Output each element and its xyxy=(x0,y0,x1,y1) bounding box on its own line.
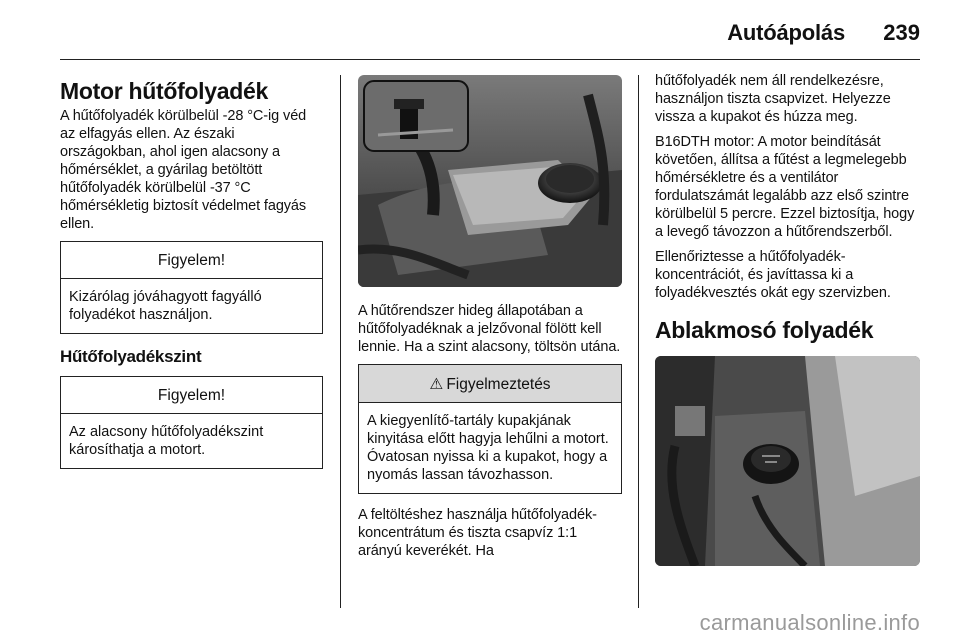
coolant-fill-text: A feltöltéshez használja hűtőfolyadék-koncentrátum és tiszta csapvíz 1:1 arányú keverékét. Ha xyxy=(358,507,597,559)
notice-text: Az alacsony hűtőfolyadékszint károsíthatja a motort. xyxy=(69,424,264,458)
warning-box xyxy=(358,364,622,494)
heading-washer-fluid: Ablakmosó folyadék xyxy=(655,317,874,343)
notice-text: Kizárólag jóváhagyott fagyálló folyadékot használjon. xyxy=(69,289,262,323)
coolant-check-text: Ellenőriztesse a hűtőfolyadék-koncentrációt, és javíttassa ki a folyadékvesztés okát egy szervizben. xyxy=(655,249,891,301)
coolant-reservoir-photo xyxy=(358,75,622,287)
warning-title-text: Figyelmeztetés xyxy=(446,376,551,393)
heading-coolant-level: Hűtőfolyadékszint xyxy=(60,347,202,366)
column-divider xyxy=(638,75,639,608)
notice-box xyxy=(60,241,323,334)
watermark: carmanualsonline.info xyxy=(699,610,920,635)
notice-title: Figyelem! xyxy=(61,377,322,414)
coolant-fill-continued: hűtőfolyadék nem áll rendelkezésre, használjon tiszta csapvizet. Helyezze vissza a kupakot és húzza meg. xyxy=(655,73,891,125)
warning-triangle-icon: ⚠ xyxy=(429,376,444,393)
warning-title xyxy=(359,365,621,403)
notice-box xyxy=(60,376,323,469)
coolant-level-caption: A hűtőrendszer hideg állapotában a hűtőfolyadéknak a jelzővonal fölött kell lennie. Ha a szint alacsony, töltsön utána. xyxy=(358,303,621,355)
page-number: 239 xyxy=(883,20,920,45)
heading-engine-coolant: Motor hűtőfolyadék xyxy=(60,78,268,104)
washer-fluid-photo xyxy=(655,356,920,566)
notice-title: Figyelem! xyxy=(61,242,322,279)
engine-bay-illustration xyxy=(358,75,622,287)
section-title: Autóápolás xyxy=(727,20,845,45)
column-2 xyxy=(358,72,622,567)
page-header xyxy=(0,0,960,60)
warning-text: A kiegyenlítő-tartály kupakjának kinyitása előtt hagyja lehűlni a motort. Óvatosan nyissa ki a kupakot, hogy a nyomás lassan távozhasson. xyxy=(367,413,609,483)
header-rule xyxy=(60,59,920,60)
column-divider xyxy=(340,75,341,608)
washer-reservoir-illustration xyxy=(655,356,920,566)
b16dth-procedure-text: B16DTH motor: A motor beindítását követően, állítsa a fűtést a legmelegebb hőmérsékletre és a ventilátor fordulatszámát legalább azz első szintre körülbelül 5 percre. Ezzel biztosítja, hogy a levegő távozzon a hűtőrendszerből. xyxy=(655,134,915,240)
coolant-intro-text: A hűtőfolyadék körülbelül -28 °C-ig véd az elfagyás ellen. Az északi országokban, ahol igen alacsony a hőmérséklet, a gyárilag betöltött hűtőfolyadék körülbelül -37 °C hőmérsékletig biztosít védelmet fagyás ellen. xyxy=(60,108,307,232)
column-3 xyxy=(655,72,920,566)
column-1 xyxy=(60,72,323,481)
